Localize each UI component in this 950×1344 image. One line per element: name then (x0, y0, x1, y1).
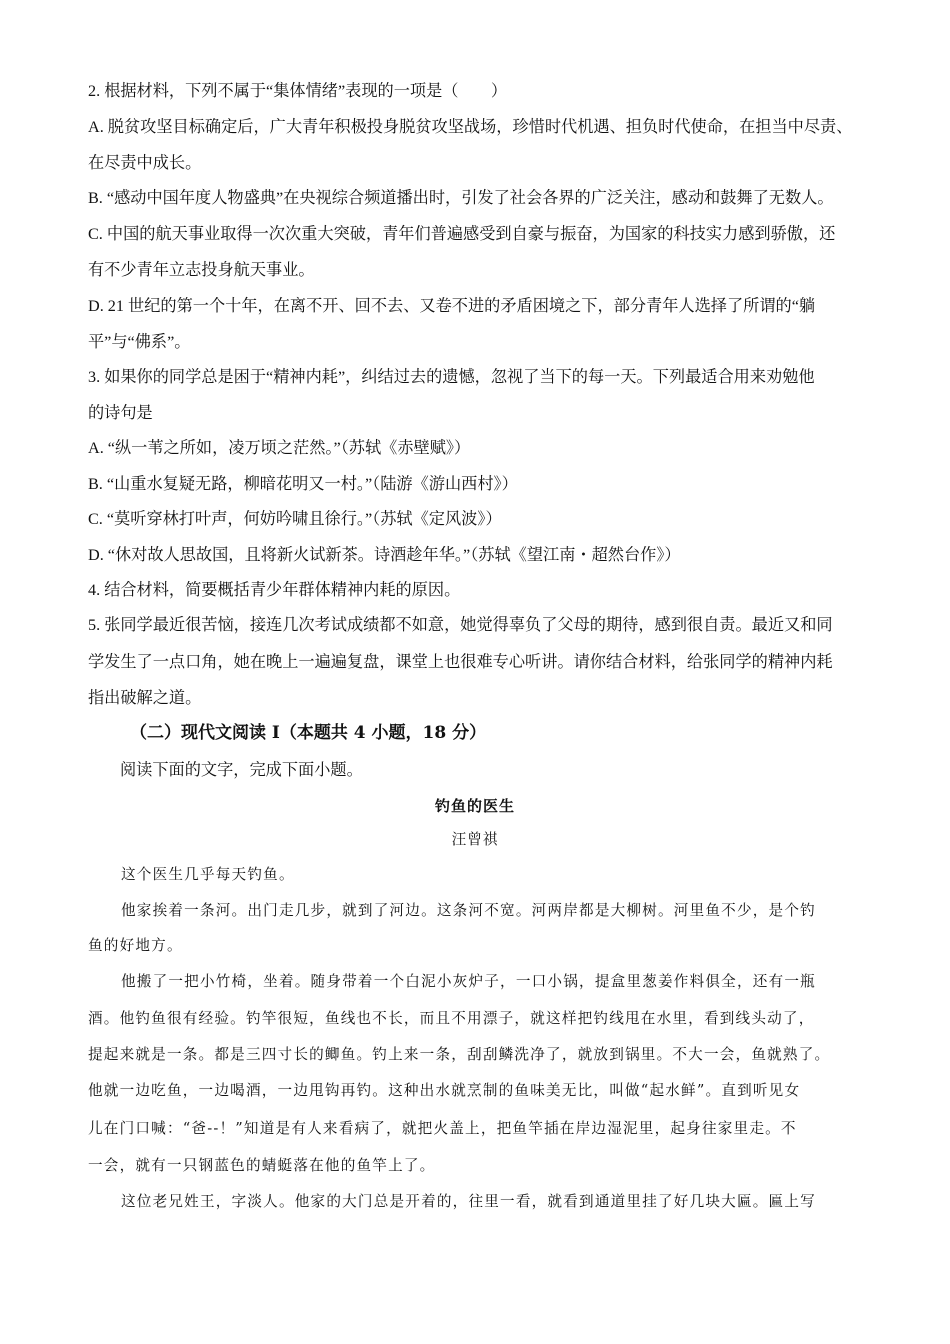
q5-stem-cont-2: 指出破解之道。 (88, 689, 202, 707)
q5-stem: 5. 张同学最近很苦恼，接连几次考试成绩都不如意，她觉得辜负了父母的期待，感到很自责。最近又和同 (88, 616, 833, 634)
q2-option-a-cont: 在尽责中成长。 (88, 154, 202, 172)
article-paragraph-3-line-6: 一会，就有一只钢蓝色的蜻蜓落在他的鱼竿上了。 (88, 1157, 436, 1174)
section-heading: （二）现代文阅读 I（本题共 4 小题，18 分） (130, 723, 487, 743)
q2-option-c-cont: 有不少青年立志投身航天事业。 (88, 261, 315, 279)
article-paragraph-3-line-3: 提起来就是一条。都是三四寸长的鲫鱼。钓上来一条，刮刮鳞洗净了，就放到锅里。不大一会，鱼就熟了。 (88, 1046, 831, 1063)
q2-option-d: D. 21 世纪的第一个十年，在离不开、回不去、又卷不进的矛盾困境之下，部分青年人选择了所谓的“躺 (88, 297, 816, 315)
article-paragraph-2-cont: 鱼的好地方。 (88, 937, 183, 954)
article-paragraph-3-line-5: 儿在门口喊：“爸--！”知道是有人来看病了，就把火盖上，把鱼竿插在岸边湿泥里，起身往家里走。不 (88, 1120, 797, 1137)
article-paragraph-3-line-2: 酒。他钓鱼很有经验。钓竿很短，鱼线也不长，而且不用漂子，就这样把钓线甩在水里，看到线头动了， (88, 1010, 815, 1027)
q5-stem-cont-1: 学发生了一点口角，她在晚上一遍遍复盘，课堂上也很难专心听讲。请你结合材料，给张同学的精神内耗 (88, 653, 833, 671)
q3-option-c: C. “莫听穿林打叶声，何妨吟啸且徐行。”（苏轼《定风波》） (88, 510, 502, 528)
q2-option-b: B. “感动中国年度人物盛典”在央视综合频道播出时，引发了社会各界的广泛关注，感动和鼓舞了无数人。 (88, 189, 834, 207)
article-title: 钓鱼的医生 (434, 797, 515, 815)
q3-option-b: B. “山重水复疑无路，柳暗花明又一村。”（陆游《游山西村》） (88, 475, 518, 493)
q3-option-a: A. “纵一苇之所如，凌万顷之茫然。”（苏轼《赤壁赋》） (88, 439, 471, 457)
q2-stem: 2. 根据材料，下列不属于“集体情绪”表现的一项是（ ） (88, 82, 508, 100)
article-paragraph-1: 这个医生几乎每天钓鱼。 (121, 866, 295, 883)
q4-stem: 4. 结合材料，简要概括青少年群体精神内耗的原因。 (88, 581, 461, 599)
article-paragraph-2: 他家挨着一条河。出门走几步，就到了河边。这条河不宽。河两岸都是大柳树。河里鱼不少，是个钓 (121, 902, 816, 919)
q3-stem-cont: 的诗句是 (88, 404, 153, 422)
article-paragraph-3: 他搬了一把小竹椅，坐着。随身带着一个白泥小灰炉子，一口小锅，提盒里葱姜作料俱全，还有一瓶 (121, 973, 816, 990)
section-instruction: 阅读下面的文字，完成下面小题。 (120, 761, 363, 779)
q3-stem: 3. 如果你的同学总是困于“精神内耗”，纠结过去的遗憾，忽视了当下的每一天。下列最适合用来劝勉他 (88, 368, 815, 386)
article-paragraph-3-line-4: 他就一边吃鱼，一边喝酒，一边甩钩再钓。这种出水就烹制的鱼味美无比，叫做“起水鲜”。直到听见女 (88, 1082, 801, 1099)
article-author: 汪曾祺 (451, 831, 499, 848)
q2-option-c: C. 中国的航天事业取得一次次重大突破，青年们普遍感受到自豪与振奋，为国家的科技实力感到骄傲，还 (88, 225, 836, 243)
q2-option-a: A. 脱贫攻坚目标确定后，广大青年积极投身脱贫攻坚战场，珍惜时代机遇、担负时代使命，在担当中尽责、 (88, 118, 853, 136)
q2-option-d-cont: 平”与“佛系”。 (88, 333, 191, 351)
article-paragraph-4: 这位老兄姓王，字淡人。他家的大门总是开着的，往里一看，就看到通道里挂了好几块大匾。匾上写 (121, 1193, 816, 1210)
q3-option-d: D. “休对故人思故国，且将新火试新茶。诗酒趁年华。”（苏轼《望江南・超然台作》） (88, 546, 681, 564)
